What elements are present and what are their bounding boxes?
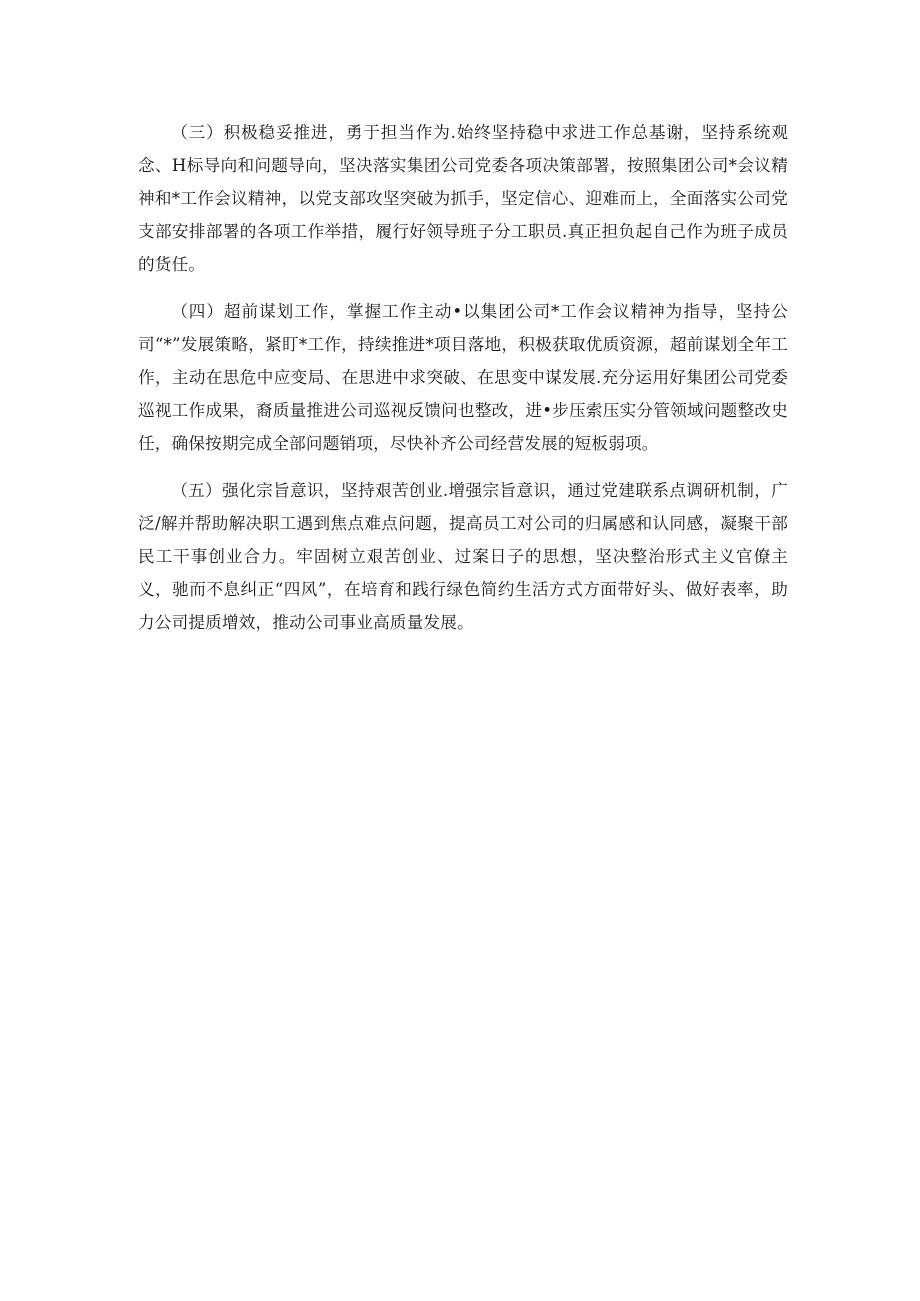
- paragraph-marker: （三）: [171, 123, 224, 142]
- paragraph-five: [138, 474, 788, 639]
- paragraph-three: [138, 116, 788, 281]
- paragraph-text: 超前谋划工作，掌握工作主动•以集团公司*工作会议精神为指导，坚持公司“*”发展策略，紧盯*工作，持续推进*项目落地，积极获取优质资源，超前谋划全年工作，主动在思危中应变局、在思进中求突破、在思变中谋发展.充分运用好集团公司党委巡视工作成果，裔质量推进公司巡视反馈问也整改，进•步压索压实分管领域问题整改史任，确保按期完成全部问题销项，尽快补齐公司经营发展的短板弱项。: [138, 302, 788, 453]
- paragraph-marker: （五）: [171, 481, 223, 500]
- paragraph-text: 积极稳妥推进，勇于担当作为.始终坚持稳中求进工作总基谢，坚持系统观念、H标导向和问题导向，坚决落实集团公司党委各项决策部署，按照集团公司*会议精神和*工作会议精神，以党支部攻坚突破为抓手，坚定信心、迎难而上，全面落实公司党支部安排部署的各项工作举措，履行好领导班子分工职员.真正担负起自己作为班子成员的货任。: [138, 123, 788, 274]
- document-body: [138, 116, 788, 639]
- paragraph-four: [138, 295, 788, 460]
- paragraph-marker: （四）: [171, 302, 224, 321]
- paragraph-text: 强化宗旨意识，坚持艰苦创业.增强宗旨意识，通过党建联系点调研机制，广泛/解并帮助解决职工遇到焦点难点问题，提高员工对公司的归属感和认同感，凝聚干部民工干事创业合力。牢固树立艰苦创业、过案日子的思想，坚决整治形式主义官僚主义，驰而不息纠正“四风”，在培育和践行绿色简约生活方式方面带好头、做好表率，助力公司提质增效，推动公司事业高质量发展。: [138, 481, 788, 632]
